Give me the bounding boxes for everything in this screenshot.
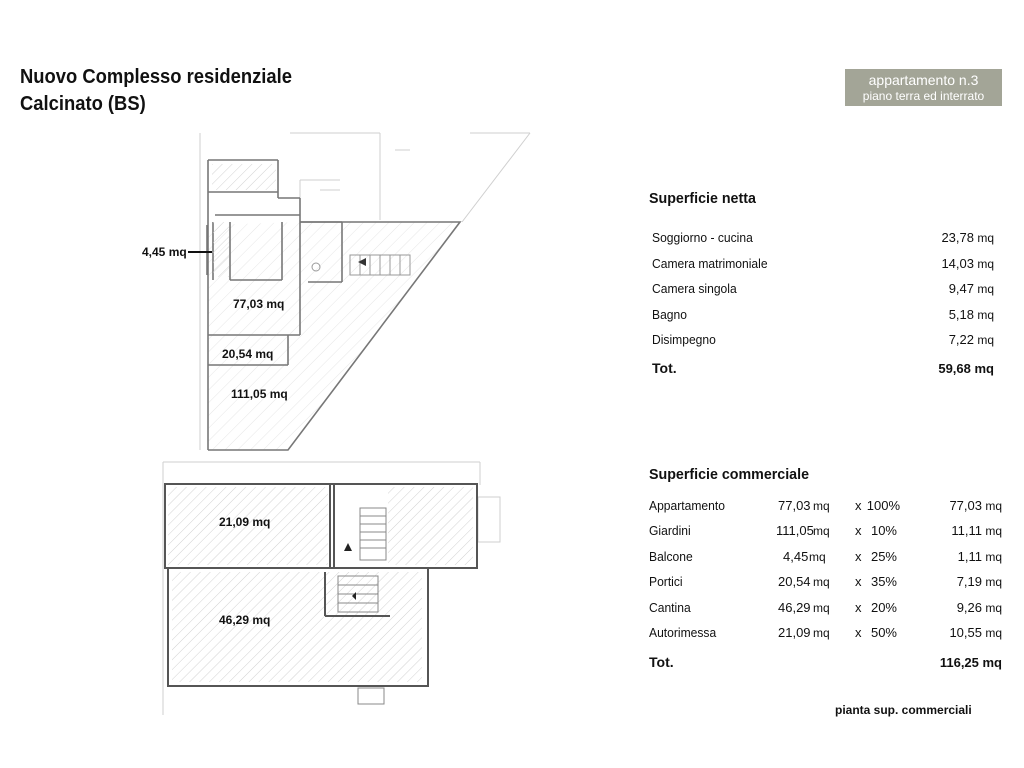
- com-row-percent: 25%: [870, 549, 897, 564]
- plan-label-balcone: 4,45 mq: [142, 245, 187, 259]
- net-row-label: Disimpegno: [652, 332, 716, 347]
- plan-label-giardini: 111,05 mq: [231, 387, 288, 401]
- net-surface-row: [652, 307, 994, 325]
- com-row-area: 111,05: [776, 523, 814, 538]
- com-row-area: 4,45: [783, 549, 809, 564]
- plan-label-autorimessa: 21,09 mq: [219, 515, 271, 529]
- net-row-label: Soggiorno - cucina: [652, 230, 753, 245]
- com-row-value: 10,55: [949, 625, 982, 640]
- com-row-unit: mq: [985, 575, 1002, 589]
- com-row-area-unit: mq: [813, 601, 830, 615]
- net-row-unit: mq: [977, 333, 994, 347]
- com-row-area: 77,03: [778, 498, 811, 513]
- com-row-area: 21,09: [778, 625, 811, 640]
- com-row-value: 11,11: [951, 523, 982, 538]
- com-total-label: Tot.: [649, 654, 674, 670]
- com-row-value: 1,11: [957, 549, 982, 564]
- com-row-label: Balcone: [649, 549, 693, 564]
- net-surface-row: [652, 332, 994, 350]
- commercial-surface-total-row: [649, 654, 1002, 672]
- com-row-percent: 100%: [866, 498, 900, 513]
- com-row-percent: 10%: [870, 523, 897, 538]
- com-row-label: Giardini: [649, 523, 691, 538]
- com-row-area-unit: mq: [809, 550, 826, 564]
- ground-floor-plan: [188, 133, 530, 450]
- com-row-x: x: [855, 574, 862, 589]
- net-total-value: 59,68 mq: [938, 361, 994, 376]
- net-row-value: 23,78: [941, 230, 974, 245]
- com-row-label: Portici: [649, 574, 683, 589]
- com-row-value: 9,26: [956, 600, 982, 615]
- net-row-unit: mq: [977, 257, 994, 271]
- com-row-area-unit: mq: [813, 524, 830, 538]
- commercial-surface-row: [649, 498, 1002, 516]
- com-row-area: 46,29: [778, 600, 811, 615]
- net-row-value: 14,03: [941, 256, 974, 271]
- net-row-value: 7,22: [948, 332, 974, 347]
- net-row-unit: mq: [977, 308, 994, 322]
- com-row-unit: mq: [985, 626, 1002, 640]
- net-row-value: 5,18: [948, 307, 974, 322]
- commercial-surface-row: [649, 600, 1002, 618]
- com-row-percent: 50%: [870, 625, 897, 640]
- apartment-badge-subtitle: piano terra ed interrato: [862, 89, 985, 103]
- commercial-surface-title: Superficie commerciale: [649, 466, 810, 483]
- net-row-label: Camera matrimoniale: [652, 256, 768, 271]
- com-total-value: 116,25 mq: [939, 655, 1002, 670]
- com-row-percent: 20%: [870, 600, 897, 615]
- com-row-percent: 35%: [870, 574, 897, 589]
- plan-label-portici: 20,54 mq: [222, 347, 274, 361]
- basement-plan: [163, 462, 500, 715]
- net-row-label: Camera singola: [652, 281, 737, 296]
- com-row-x: x: [855, 523, 862, 538]
- net-surface-row: [652, 256, 994, 274]
- com-row-area-unit: mq: [813, 575, 830, 589]
- com-row-area: 20,54: [778, 574, 811, 589]
- com-row-x: x: [855, 498, 862, 513]
- com-row-x: x: [855, 625, 862, 640]
- net-row-value: 9,47: [948, 281, 974, 296]
- plan-label-appartamento: 77,03 mq: [233, 297, 285, 311]
- net-surface-row: [652, 230, 994, 248]
- commercial-surface-row: [649, 574, 1002, 592]
- com-row-value: 7,19: [956, 574, 982, 589]
- commercial-surface-row: [649, 625, 1002, 643]
- plan-caption: pianta sup. commerciali: [835, 703, 972, 717]
- project-title-line2: Calcinato (BS): [20, 93, 146, 115]
- net-row-label: Bagno: [652, 307, 687, 322]
- com-row-value: 77,03: [949, 498, 982, 513]
- com-row-area-unit: mq: [813, 626, 830, 640]
- com-row-label: Cantina: [649, 600, 691, 615]
- net-row-unit: mq: [977, 282, 994, 296]
- com-row-unit: mq: [985, 499, 1002, 513]
- commercial-surface-row: [649, 549, 1002, 567]
- com-row-x: x: [855, 600, 862, 615]
- project-title-line1: Nuovo Complesso residenziale: [20, 66, 292, 88]
- com-row-label: Appartamento: [649, 498, 725, 513]
- com-row-unit: mq: [985, 524, 1002, 538]
- com-row-x: x: [855, 549, 862, 564]
- apartment-badge: [845, 69, 1002, 106]
- commercial-surface-row: [649, 523, 1002, 541]
- apartment-badge-title: appartamento n.3: [868, 72, 979, 88]
- net-row-unit: mq: [977, 231, 994, 245]
- net-surface-row: [652, 281, 994, 299]
- com-row-unit: mq: [985, 601, 1002, 615]
- net-total-label: Tot.: [652, 360, 677, 376]
- plan-label-cantina: 46,29 mq: [219, 613, 271, 627]
- net-surface-title: Superficie netta: [649, 190, 756, 207]
- com-row-unit: mq: [985, 550, 1002, 564]
- net-surface-total-row: [652, 360, 994, 378]
- com-row-label: Autorimessa: [649, 625, 717, 640]
- com-row-area-unit: mq: [813, 499, 830, 513]
